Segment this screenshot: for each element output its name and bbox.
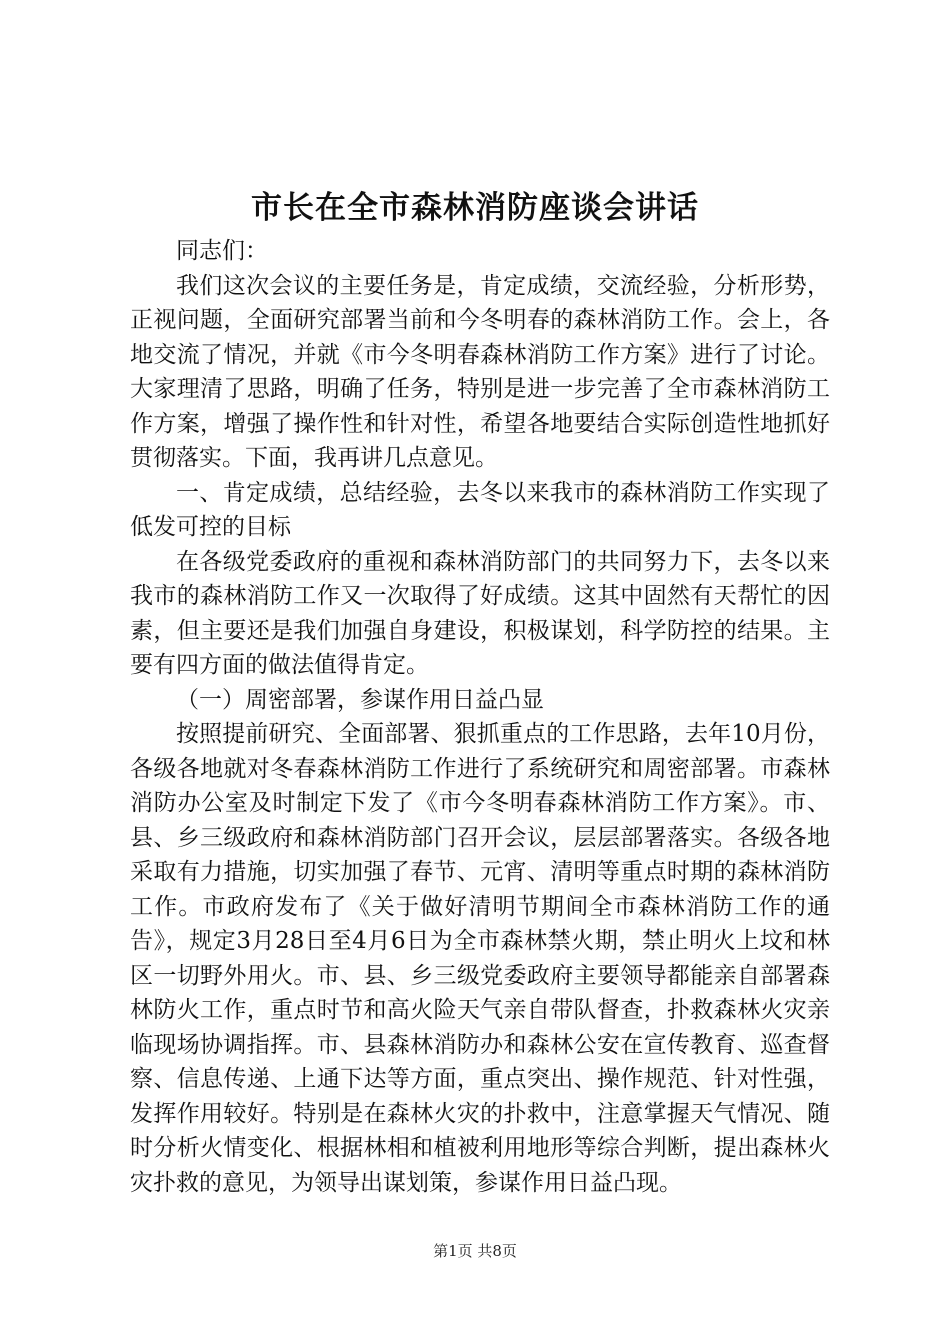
section-1-paragraph: 在各级党委政府的重视和森林消防部门的共同努力下，去冬以来我市的森林消防工作又一次取得了好成绩。这其中固然有天帮忙的因素，但主要还是我们加强自身建设，积极谋划，科学防控的结果。主要有四方面的做法值得肯定。: [130, 548, 830, 678]
subsection-1-paragraph: 按照提前研究、全面部署、狠抓重点的工作思路，去年10月份，各级各地就对冬春森林消防工作进行了系统研究和周密部署。市森林消防办公室及时制定下发了《市今冬明春森林消防工作方案》。市、县、乡三级政府和森林消防部门召开会议，层层部署落实。各级各地采取有力措施，切实加强了春节、元宵、清明等重点时期的森林消防工作。市政府发布了《关于做好清明节期间全市森林消防工作的通告》，规定3月28日至4月6日为全市森林禁火期，禁止明火上坟和林区一切野外用火。市、县、乡三级党委政府主要领导都能亲自部署森林防火工作，重点时节和高火险天气亲自带队督查，扑救森林火灾亲临现场协调指挥。市、县森林消防办和森林公安在宣传教育、巡查督察、信息传递、上通下达等方面，重点突出、操作规范、针对性强，发挥作用较好。特别是在森林火灾的扑救中，注意掌握天气情况、随时分析火情变化、根据林相和植被利用地形等综合判断，提出森林火灾扑救的意见，为领导出谋划策，参谋作用日益凸现。: [130, 721, 830, 1196]
intro-paragraph: 我们这次会议的主要任务是，肯定成绩，交流经验，分析形势，正视问题，全面研究部署当前和今冬明春的森林消防工作。会上，各地交流了情况，并就《市今冬明春森林消防工作方案》进行了讨论。大家理清了思路，明确了任务，特别是进一步完善了全市森林消防工作方案，增强了操作性和针对性，希望各地要结合实际创造性地抓好贯彻落实。下面，我再讲几点意见。: [130, 272, 830, 471]
subsection-heading-1: （一）周密部署，参谋作用日益凸显: [176, 686, 544, 713]
salutation-paragraph: 同志们：: [176, 238, 268, 264]
section-heading-1: 一、肯定成绩，总结经验，去冬以来我市的森林消防工作实现了低发可控的目标: [130, 479, 830, 540]
page-number-footer: 第1页 共8页: [433, 1242, 517, 1260]
document-title: 市长在全市森林消防座谈会讲话: [251, 190, 699, 226]
document-body: [130, 234, 830, 1200]
